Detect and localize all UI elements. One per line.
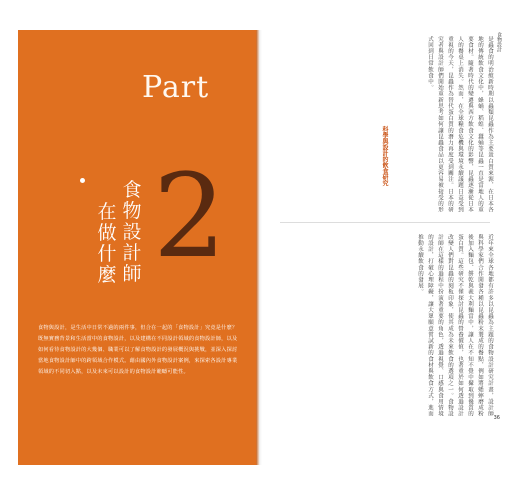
part-number: 2 [153,150,227,284]
running-head: 食物設計 [496,32,502,52]
page-number: 36 [493,415,500,421]
chapter-title-line-1: 食物設計師 [122,179,142,285]
chapter-opener-page [18,30,256,465]
section-divider [280,222,490,223]
title-bullet-icon [80,178,85,183]
body-text-bottom: 近年來全球各地都有許多以昆蟲為主題的食物設計研究計畫，設計師與科學家們合作開發各種以昆蟲粉末製成的餐點，例如將蟋蟀磨成粉後加入麵包、餅乾與義大利麵當中，讓人在不知不覺中攝取到優質的蛋白質。這些研究不僅探討昆蟲的營養價值，也著重於如何透過設計改變人們對昆蟲的刻板印象，使其成為未來飲食的選項之一。食物設計師在這樣的過程中扮演著重要的角色，透過視覺、口感與食用情境的設計，打破心理障礙，讓大眾願意嘗試新的食材與飲食方式，進而推動永續飲食的發展。 [417,234,493,417]
section-subheading: 科學與設計的飲食研究 [381,126,388,186]
body-text-top: 是蟲食的明治維新時期以蟲類昆蟲作為主要蛋白質來源，在日本各地的傳統飲食文化中，蜂蛹、稻蝗、蠶蛹等昆蟲一直是當地人的重要食材。隨著時代的變遷與西方飲食文化的影響，昆蟲逐漸從日本人的餐桌上消失。然而，在全球糧食危機與環境永續議題日益受到重視的今天，昆蟲作為替代蛋白質的潛力再度受到關注。日本的研究者與設計師們開始重新思考如何讓昆蟲食品以更容易被接受的形式回到日常飲食中。 [427,36,493,213]
chapter-title-line-2: 在做什麼 [97,201,117,286]
chapter-intro-paragraph: 食物與設計，是生活中日常不過的兩件事，但合在一起的「食物設計」究竟是什麼？既無實務背景和生活當中的食物設計，以及建構在不同設計領域的食物設計師，以及如何看待食物設計的大幾個、職業可以了解食物設計的發展概況與挑戰，並深入探討當地食物設計師中的跨領域合作模式。藉由國內外食物設計案例，來探索各設計專業領域的不同切入點，以及未來可以設計的食物設計範疇可能性。 [38,325,238,375]
part-label: Part [142,70,210,105]
text-page [262,30,502,465]
